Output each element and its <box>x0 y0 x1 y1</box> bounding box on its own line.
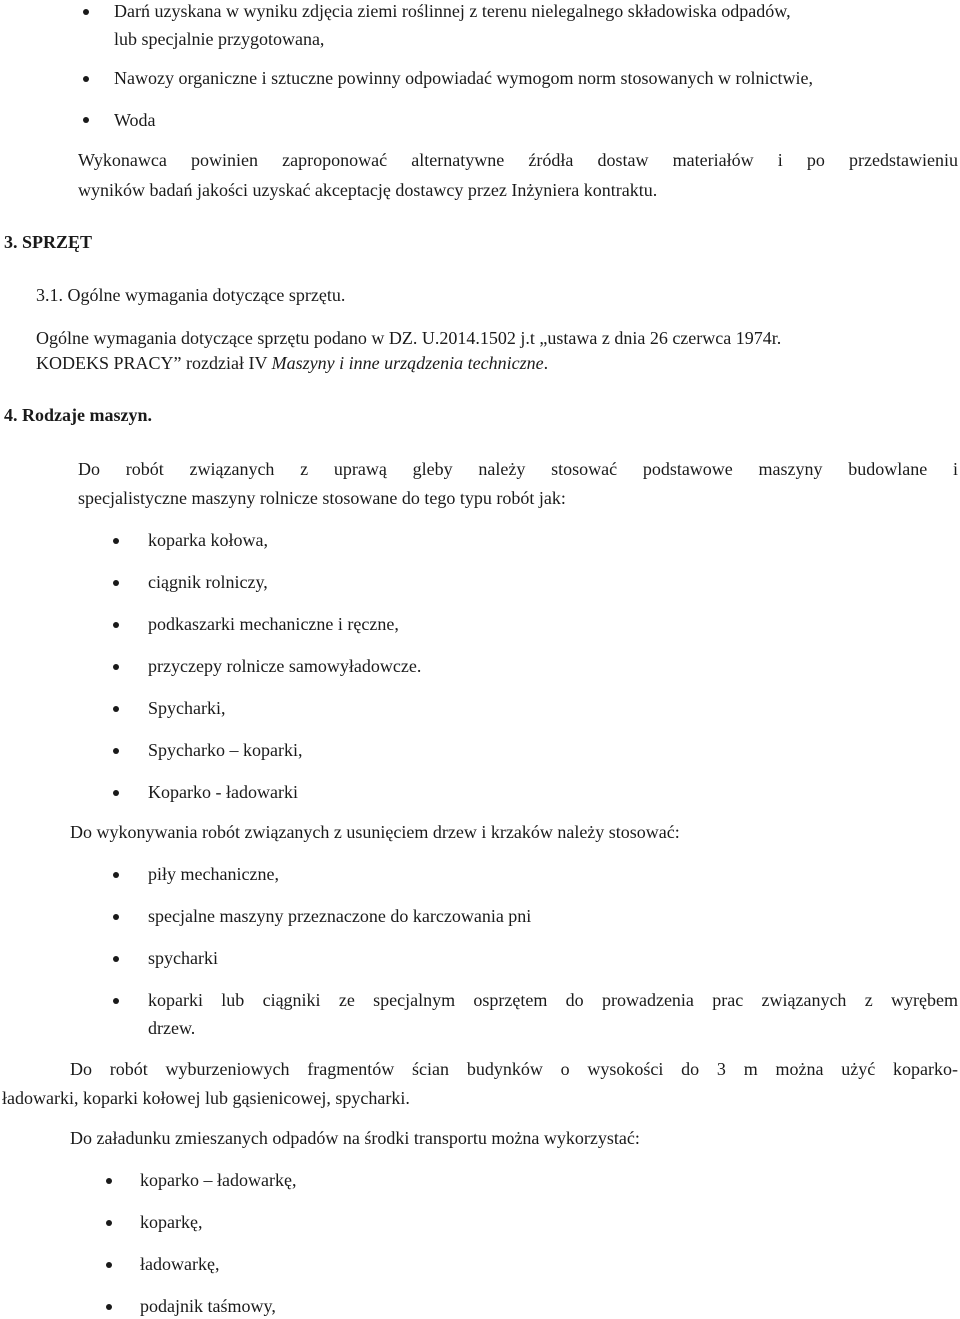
bullet <box>106 1220 112 1226</box>
text-span: . <box>543 353 549 373</box>
paragraph-line: Ogólne wymagania dotyczące sprzętu podano w DZ. U.2014.1502 j.t „ustawa z dnia 26 czerwca 1974r. <box>36 328 782 348</box>
bullet <box>113 872 119 878</box>
list-item: Koparko - ładowarki <box>148 782 298 802</box>
list-item: Nawozy organiczne i sztuczne powinny odpowiadać wymogom norm stosowanych w rolnictwie, <box>114 68 813 88</box>
list-item-continuation: drzew. <box>148 1018 196 1038</box>
bullet <box>106 1178 112 1184</box>
paragraph-line: Do wykonywania robót związanych z usunięciem drzew i krzaków należy stosować: <box>70 822 680 842</box>
list-item: podajnik taśmowy, <box>140 1296 276 1316</box>
list-item: koparki lub ciągniki ze specjalnym osprzętem do prowadzenia prac związanych z wyrębem <box>148 990 958 1010</box>
section-heading: 3. SPRZĘT <box>4 232 93 252</box>
list-item: Spycharki, <box>148 698 226 718</box>
bullet <box>113 998 119 1004</box>
list-item: koparka kołowa, <box>148 530 268 550</box>
list-item: podkaszarki mechaniczne i ręczne, <box>148 614 399 634</box>
paragraph-line: Do załadunku zmieszanych odpadów na środki transportu można wykorzystać: <box>70 1128 640 1148</box>
list-item: koparko – ładowarkę, <box>140 1170 297 1190</box>
list-item: Darń uzyskana w wyniku zdjęcia ziemi roślinnej z terenu nielegalnego składowiska odpadów, <box>114 1 791 21</box>
paragraph-line: Do robót wyburzeniowych fragmentów ścian budynków o wysokości do 3 m można użyć koparko- <box>70 1059 958 1079</box>
paragraph-line: wyników badań jakości uzyskać akceptację dostawcy przez Inżyniera kontraktu. <box>78 180 658 200</box>
list-item: przyczepy rolnicze samowyładowcze. <box>148 656 422 676</box>
bullet <box>113 622 119 628</box>
list-item: ciągnik rolniczy, <box>148 572 268 592</box>
text-italic: Maszyny i inne urządzenia techniczne <box>271 353 544 373</box>
list-item: ładowarkę, <box>140 1254 220 1274</box>
bullet <box>113 790 119 796</box>
paragraph-line: Do robót związanych z uprawą gleby należy stosować podstawowe maszyny budowlane i <box>78 459 958 479</box>
bullet <box>113 706 119 712</box>
bullet <box>106 1304 112 1310</box>
paragraph-line <box>36 351 548 375</box>
bullet <box>83 76 89 82</box>
bullet <box>113 580 119 586</box>
paragraph-line: Wykonawca powinien zaproponować alternatywne źródła dostaw materiałów i po przedstawieniu <box>78 150 958 170</box>
list-item: spycharki <box>148 948 218 968</box>
list-item-continuation: lub specjalnie przygotowana, <box>114 29 325 49</box>
bullet <box>113 538 119 544</box>
list-item: Woda <box>114 110 156 130</box>
text-span: KODEKS PRACY” rozdział IV <box>36 353 272 373</box>
list-item: specjalne maszyny przeznaczone do karczowania pni <box>148 906 532 926</box>
bullet <box>83 9 89 15</box>
paragraph-line: ładowarki, koparki kołowej lub gąsienicowej, spycharki. <box>2 1088 410 1108</box>
list-item: Spycharko – koparki, <box>148 740 303 760</box>
bullet <box>113 914 119 920</box>
section-heading: 4. Rodzaje maszyn. <box>4 405 152 425</box>
paragraph-line: specjalistyczne maszyny rolnicze stosowane do tego typu robót jak: <box>78 488 566 508</box>
bullet <box>113 748 119 754</box>
bullet <box>106 1262 112 1268</box>
list-item: koparkę, <box>140 1212 203 1232</box>
list-item: piły mechaniczne, <box>148 864 279 884</box>
subsection-heading: 3.1. Ogólne wymagania dotyczące sprzętu. <box>36 285 346 305</box>
bullet <box>113 664 119 670</box>
bullet <box>83 117 89 123</box>
bullet <box>113 956 119 962</box>
